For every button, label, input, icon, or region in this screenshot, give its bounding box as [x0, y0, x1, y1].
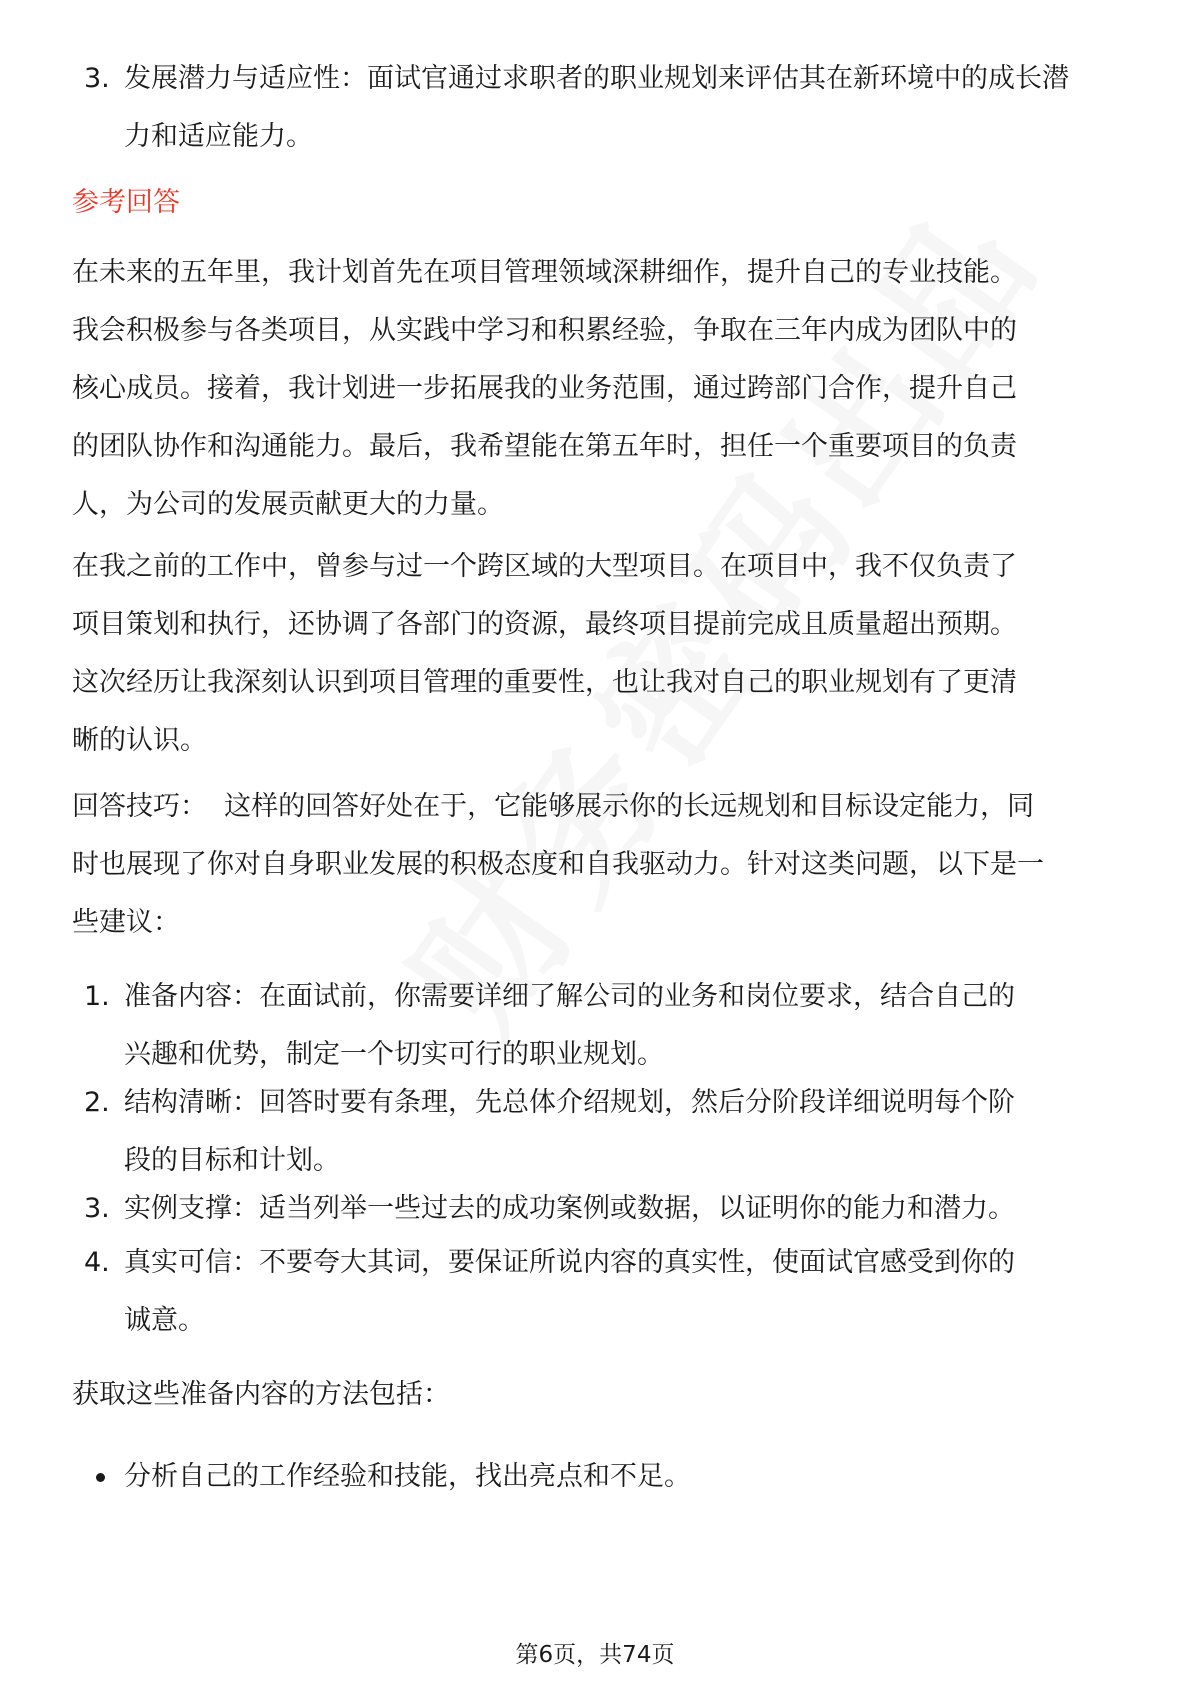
- answer-tips-paragraph: [72, 778, 1122, 952]
- list-item-text: 结构清晰：回答时要有条理，先总体介绍规划，然后分阶段详细说明每个阶段的目标和计划。: [124, 1087, 1015, 1176]
- section-heading: [72, 174, 1122, 232]
- bullet-item-text: 分析自己的工作经验和技能，找出亮点和不足。: [124, 1461, 691, 1492]
- list-item-development-potential: [72, 50, 1122, 166]
- reference-answer-heading: 参考回答: [72, 187, 180, 218]
- list-item: [72, 1180, 1122, 1238]
- answer-paragraph-1: [72, 244, 1122, 534]
- list-item: [72, 1234, 1122, 1350]
- methods-intro: [72, 1366, 1122, 1424]
- list-item: [72, 968, 1122, 1084]
- list-item: [72, 1074, 1122, 1190]
- list-number: 1.: [84, 981, 110, 1012]
- bullet-icon: [96, 1473, 105, 1482]
- page-footer: 第6页，共74页: [515, 1642, 675, 1668]
- paragraph-text: 回答技巧： 这样的回答好处在于，它能够展示你的长远规划和目标设定能力，同时也展现了你对自身职业发展的积极态度和自我驱动力。针对这类问题，以下是一些建议：: [72, 791, 1044, 938]
- answer-paragraph-2: [72, 538, 1122, 770]
- paragraph-text: 获取这些准备内容的方法包括：: [72, 1379, 450, 1410]
- bullet-item: [72, 1448, 1122, 1506]
- paragraph-text: 在未来的五年里，我计划首先在项目管理领域深耕细作，提升自己的专业技能。我会积极参与各类项目，从实践中学习和积累经验，争取在三年内成为团队中的核心成员。接着，我计划进一步拓展我的业务范围，通过跨部门合作，提升自己的团队协作和沟通能力。最后，我希望能在第五年时，担任一个重要项目的负责人，为公司的发展贡献更大的力量。: [72, 257, 1017, 520]
- list-item-text: 发展潜力与适应性：面试官通过求职者的职业规划来评估其在新环境中的成长潜力和适应能力。: [124, 63, 1069, 152]
- list-number: 3.: [84, 63, 110, 94]
- list-item-text: 真实可信：不要夸大其词，要保证所说内容的真实性，使面试官感受到你的诚意。: [124, 1247, 1015, 1336]
- list-number: 2.: [84, 1087, 110, 1118]
- list-item-text: 实例支撑：适当列举一些过去的成功案例或数据，以证明你的能力和潜力。: [124, 1193, 1015, 1224]
- list-item-text: 准备内容：在面试前，你需要详细了解公司的业务和岗位要求，结合自己的兴趣和优势，制定一个切实可行的职业规划。: [124, 981, 1015, 1070]
- list-number: 3.: [84, 1193, 110, 1224]
- list-number: 4.: [84, 1247, 110, 1278]
- paragraph-text: 在我之前的工作中，曾参与过一个跨区域的大型项目。在项目中，我不仅负责了项目策划和执行，还协调了各部门的资源，最终项目提前完成且质量超出预期。这次经历让我深刻认识到项目管理的重要性，也让我对自己的职业规划有了更清晰的认识。: [72, 551, 1017, 756]
